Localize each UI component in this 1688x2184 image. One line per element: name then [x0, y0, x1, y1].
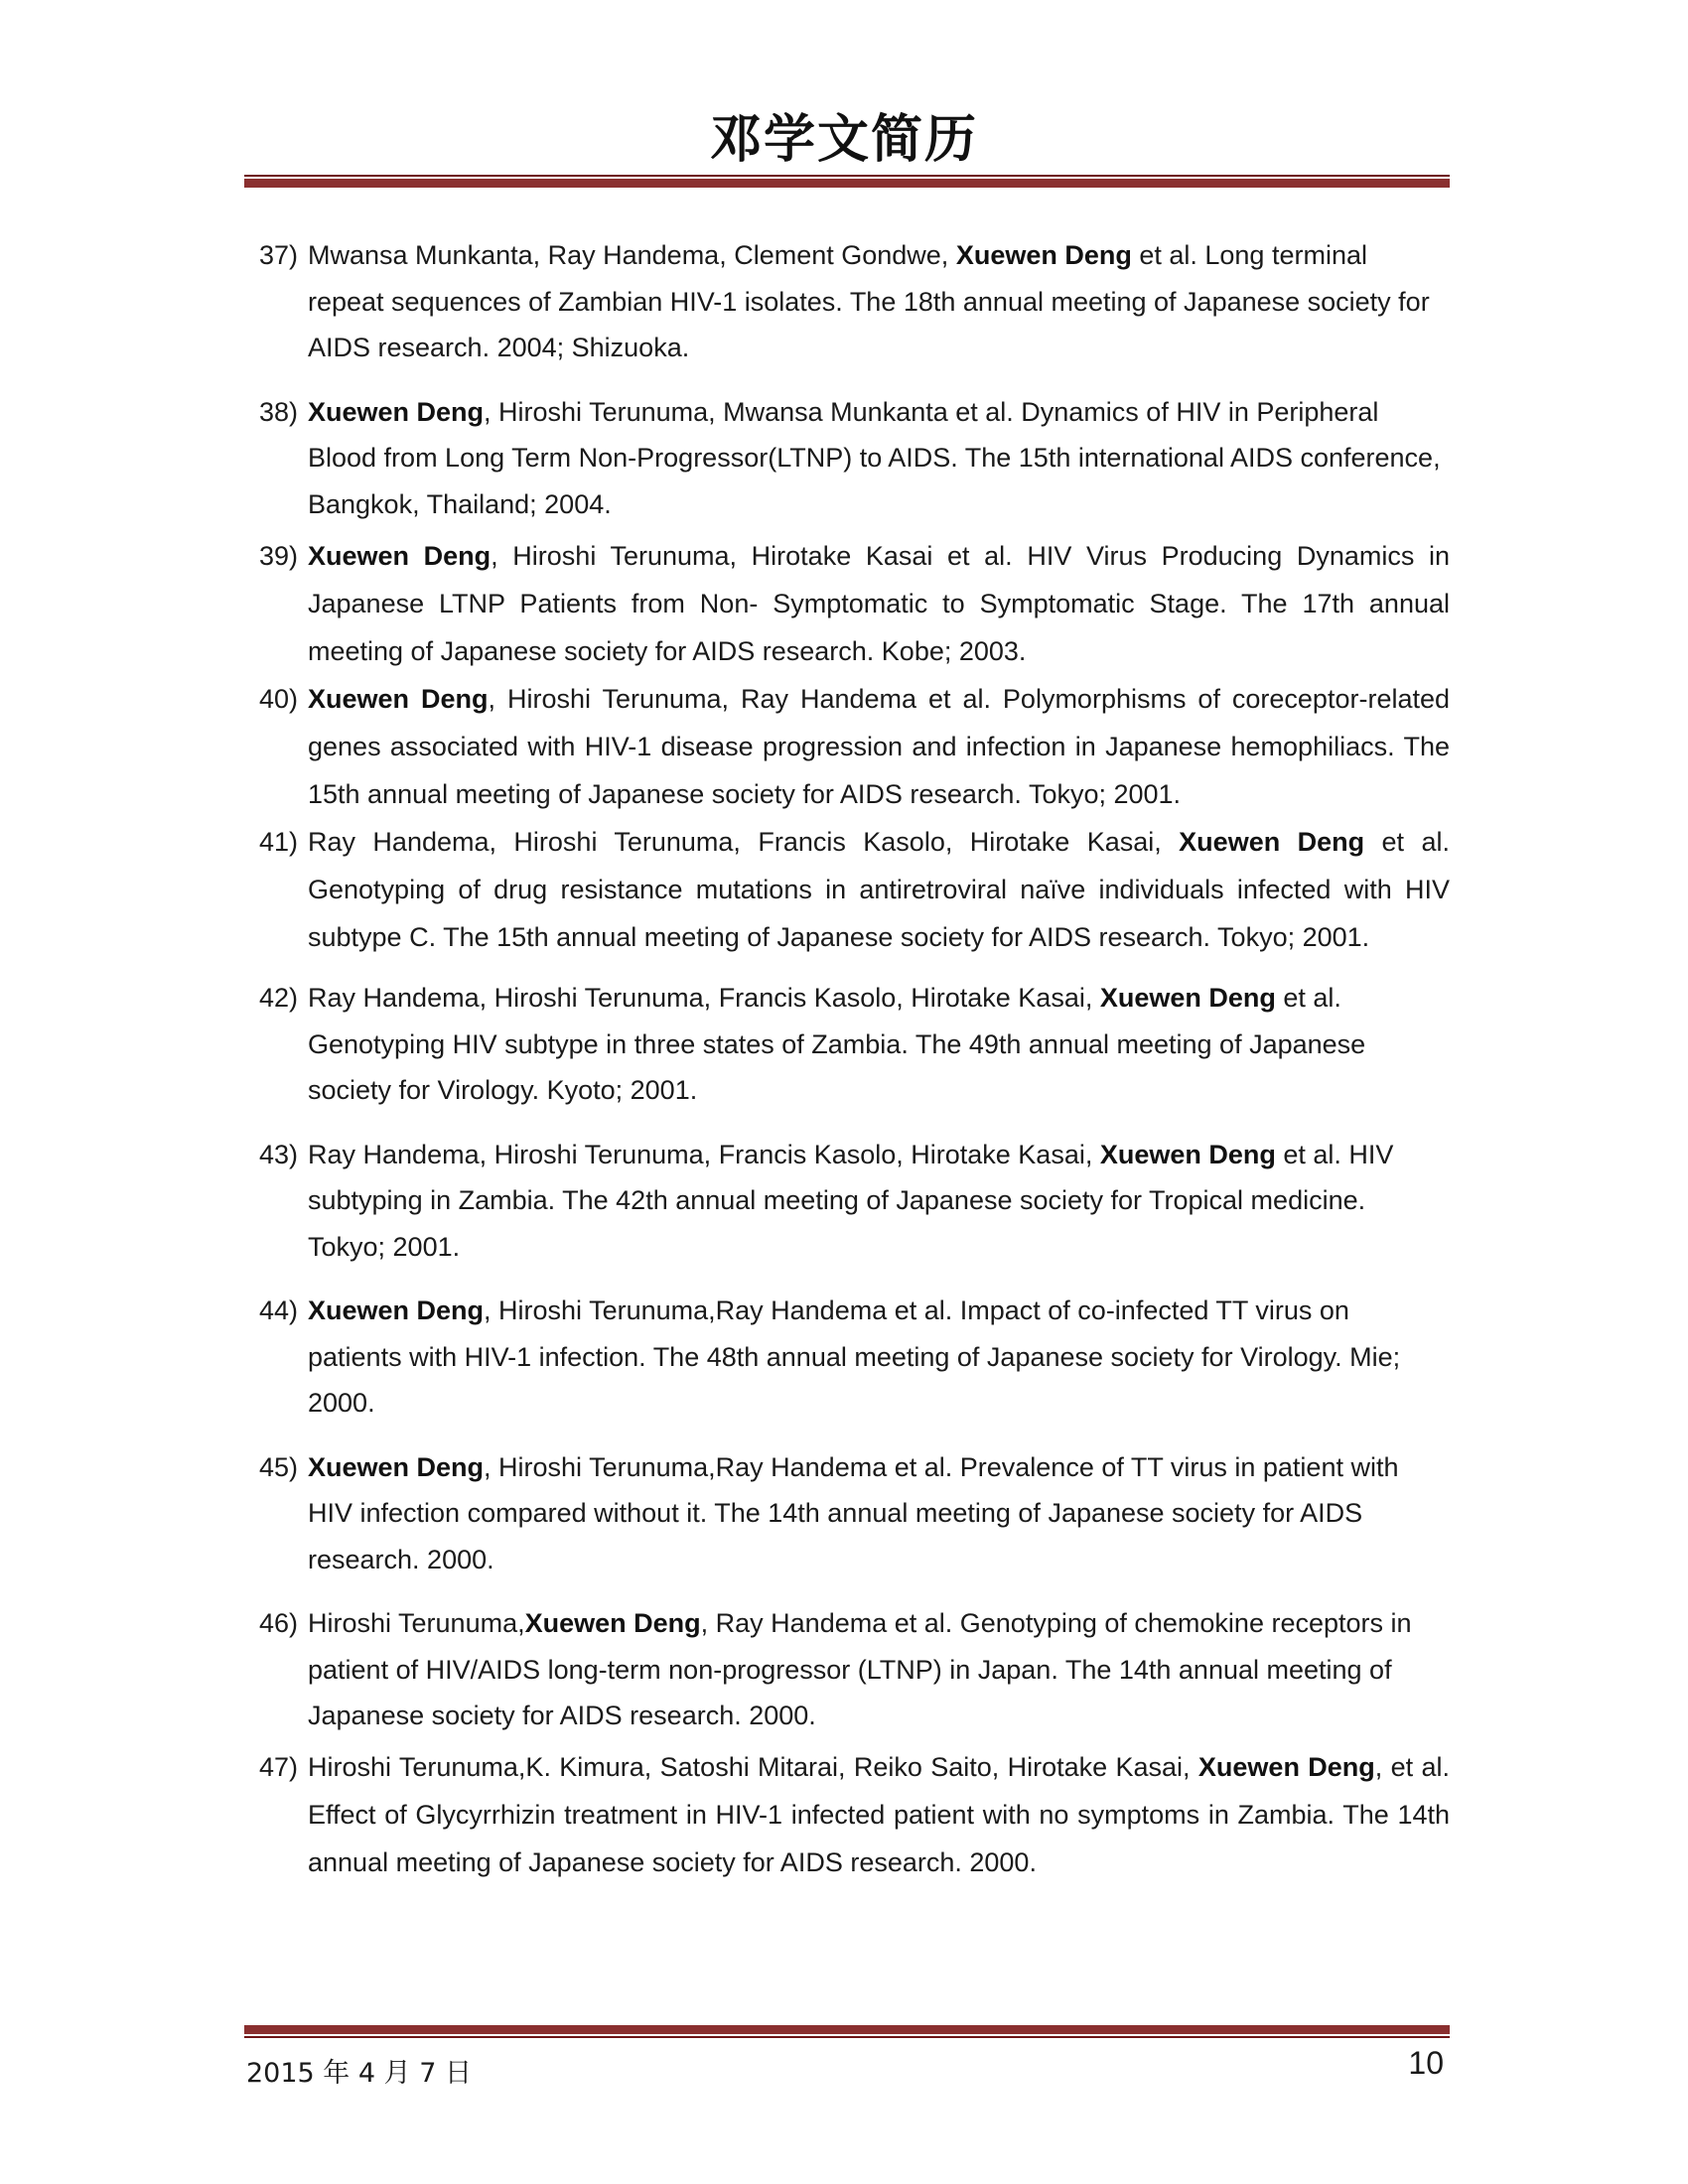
reference-number: 42)	[258, 983, 298, 1013]
highlighted-author: Xuewen Deng	[308, 1451, 485, 1482]
list-item: 44) Xuewen Deng, Hiroshi Terunuma,Ray Handema et al. Impact of co-infected TT virus on patients with HIV-1 infection. The 48th annual meeting of Japanese society for Virology. Mie; 2000.	[244, 1288, 1450, 1427]
reference-number: 38)	[258, 396, 298, 427]
highlighted-author: Xuewen Deng	[955, 240, 1132, 270]
page-title: 邓学文简历	[709, 110, 978, 170]
footer-divider	[244, 2025, 1450, 2038]
reference-number: 40)	[258, 684, 298, 714]
list-item: 42) Ray Handema, Hiroshi Terunuma, Francis Kasolo, Hirotake Kasai, Xuewen Deng et al. Genotyping HIV subtype in three states of Zambia. The 49th annual meeting of Japanese society for Virology. Kyoto; 2001.	[244, 975, 1450, 1114]
list-item: 46) Hiroshi Terunuma,Xuewen Deng, Ray Handema et al. Genotyping of chemokine receptors in patient of HIV/AIDS long-term non-progressor (LTNP) in Japan. The 14th annual meeting of Japanese society for AIDS research. 2000.	[244, 1600, 1450, 1739]
list-item: 40) Xuewen Deng, Hiroshi Terunuma, Ray Handema et al. Polymorphisms of coreceptor-related genes associated with HIV-1 disease progression and infection in Japanese hemophiliacs. The 15th annual meeting of Japanese society for AIDS research. Tokyo; 2001.	[244, 675, 1450, 818]
highlighted-author: Xuewen Deng	[308, 684, 489, 714]
reference-number: 39)	[258, 541, 298, 571]
list-item: 39) Xuewen Deng, Hiroshi Terunuma, Hirotake Kasai et al. HIV Virus Producing Dynamics in Japanese LTNP Patients from Non- Symptomatic to Symptomatic Stage. The 17th annual meeting of Japanese society for AIDS research. Kobe; 2003.	[244, 532, 1450, 675]
highlighted-author: Xuewen Deng	[308, 396, 485, 427]
reference-list	[244, 232, 1450, 1886]
page-number: 10	[1408, 2045, 1444, 2081]
list-item: 47) Hiroshi Terunuma,K. Kimura, Satoshi Mitarai, Reiko Saito, Hirotake Kasai, Xuewen Deng, et al. Effect of Glycyrrhizin treatment in HIV-1 infected patient with no symptoms in Zambia. The 14th annual meeting of Japanese society for AIDS research. 2000.	[244, 1743, 1450, 1886]
list-item: 45) Xuewen Deng, Hiroshi Terunuma,Ray Handema et al. Prevalence of TT virus in patient with HIV infection compared without it. The 14th annual meeting of Japanese society for AIDS research. 2000.	[244, 1444, 1450, 1583]
highlighted-author: Xuewen Deng	[1197, 1751, 1375, 1782]
highlighted-author: Xuewen Deng	[308, 1296, 485, 1325]
list-item: 43) Ray Handema, Hiroshi Terunuma, Francis Kasolo, Hirotake Kasai, Xuewen Deng et al. HIV subtyping in Zambia. The 42th annual meeting of Japanese society for Tropical medicine. Tokyo; 2001.	[244, 1132, 1450, 1271]
header-divider	[244, 175, 1450, 188]
reference-number: 37)	[258, 240, 298, 270]
list-item: 37) Mwansa Munkanta, Ray Handema, Clement Gondwe, Xuewen Deng et al. Long terminal repeat sequences of Zambian HIV-1 isolates. The 18th annual meeting of Japanese society for AIDS research. 2004; Shizuoka.	[244, 232, 1450, 371]
reference-number: 43)	[258, 1139, 298, 1169]
footer-date: 2015 年 4 月 7 日	[246, 2058, 472, 2089]
highlighted-author: Xuewen Deng	[308, 541, 492, 571]
reference-number: 44)	[258, 1296, 298, 1325]
highlighted-author: Xuewen Deng	[1099, 1139, 1276, 1169]
highlighted-author: Xuewen Deng	[524, 1608, 701, 1638]
highlighted-author: Xuewen Deng	[1099, 983, 1276, 1013]
list-item: 38) Xuewen Deng, Hiroshi Terunuma, Mwansa Munkanta et al. Dynamics of HIV in Peripheral Blood from Long Term Non-Progressor(LTNP) to AIDS. The 15th international AIDS conference, Bangkok, Thailand; 2004.	[244, 389, 1450, 528]
reference-number: 46)	[258, 1608, 298, 1638]
reference-number: 47)	[258, 1751, 298, 1782]
reference-number: 45)	[258, 1451, 298, 1482]
reference-number: 41)	[258, 827, 298, 857]
list-item: 41) Ray Handema, Hiroshi Terunuma, Francis Kasolo, Hirotake Kasai, Xuewen Deng et al. Genotyping of drug resistance mutations in antiretroviral naïve individuals infected with HIV subtype C. The 15th annual meeting of Japanese society for AIDS research. Tokyo; 2001.	[244, 818, 1450, 961]
highlighted-author: Xuewen Deng	[1179, 827, 1365, 857]
